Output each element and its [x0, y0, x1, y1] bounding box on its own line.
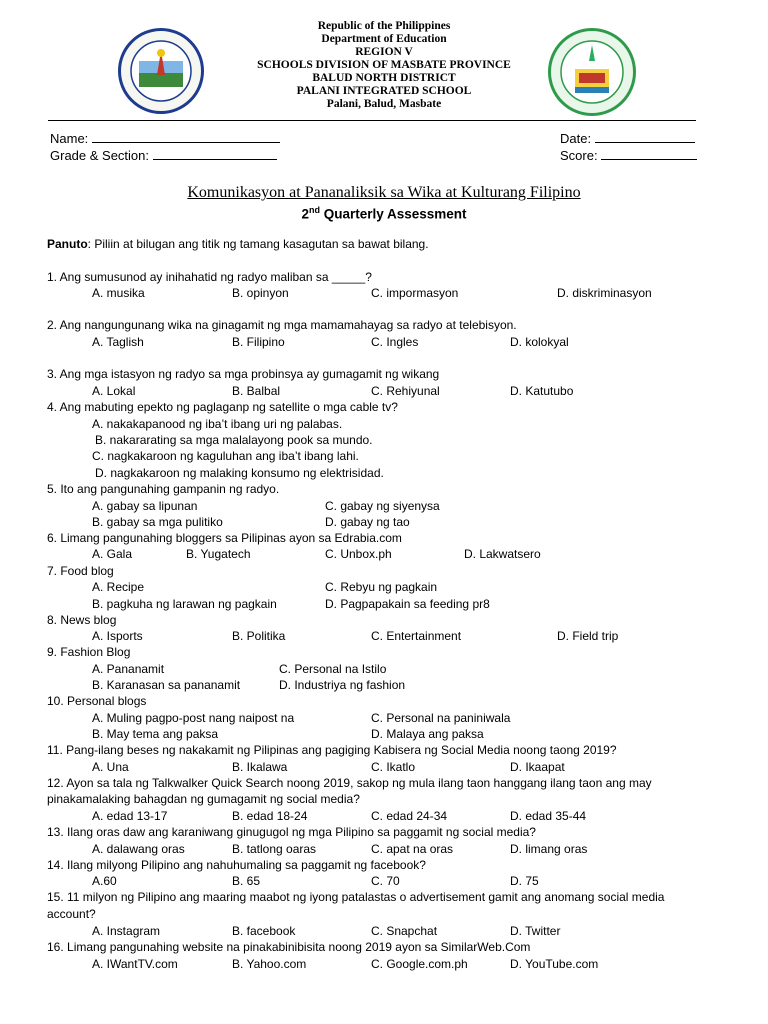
- question-7: 7. Food blog: [47, 564, 114, 578]
- question-16: 16. Limang pangunahing website na pinakabinibisita noong 2019 ayon sa SimilarWeb.Com: [47, 940, 531, 954]
- question-14: 14. Ilang milyong Pilipino ang nahuhumaling sa paggamit ng facebook?: [47, 858, 426, 872]
- q14-option-a[interactable]: A.60: [92, 874, 117, 888]
- q4-option-d[interactable]: D. nagkakaroon ng malaking konsumo ng elektrisidad.: [95, 466, 384, 480]
- q1-option-a[interactable]: A. musika: [92, 286, 145, 300]
- q6-option-d[interactable]: D. Lakwatsero: [464, 547, 541, 561]
- question-6: 6. Limang pangunahing bloggers sa Pilipinas ayon sa Edrabia.com: [47, 531, 402, 545]
- palani-school-seal-icon: [548, 28, 636, 116]
- header-line: SCHOOLS DIVISION OF MASBATE PROVINCE: [257, 59, 511, 71]
- header-line: Department of Education: [321, 33, 447, 45]
- q13-option-b[interactable]: B. tatlong oaras: [232, 842, 317, 856]
- q7-option-d[interactable]: D. Pagpapakain sa feeding pr8: [325, 597, 490, 611]
- q12-option-d[interactable]: D. edad 35-44: [510, 809, 587, 823]
- date-field[interactable]: Date:: [560, 130, 695, 146]
- header-divider: [48, 120, 696, 121]
- q2-option-a[interactable]: A. Taglish: [92, 335, 144, 349]
- q5-option-d[interactable]: D. gabay ng tao: [325, 515, 410, 529]
- q5-option-a[interactable]: A. gabay sa lipunan: [92, 499, 198, 513]
- q16-option-d[interactable]: D. YouTube.com: [510, 957, 599, 971]
- q15-option-c[interactable]: C. Snapchat: [371, 924, 438, 938]
- q3-option-b[interactable]: B. Balbal: [232, 384, 281, 398]
- q11-option-d[interactable]: D. Ikaapat: [510, 760, 565, 774]
- q8-option-a[interactable]: A. Isports: [92, 629, 143, 643]
- q10-option-c[interactable]: C. Personal na paniniwala: [371, 711, 511, 725]
- question-1: 1. Ang sumusunod ay inihahatid ng radyo maliban sa _____?: [47, 270, 372, 284]
- q2-option-c[interactable]: C. Ingles: [371, 335, 419, 349]
- question-4: 4. Ang mabuting epekto ng paglaganp ng satellite o mga cable tv?: [47, 400, 398, 414]
- q5-option-b[interactable]: B. gabay sa mga pulitiko: [92, 515, 223, 529]
- q7-option-b[interactable]: B. pagkuha ng larawan ng pagkain: [92, 597, 277, 611]
- q14-option-d[interactable]: D. 75: [510, 874, 539, 888]
- date-line[interactable]: [595, 130, 695, 143]
- q6-option-c[interactable]: C. Unbox.ph: [325, 547, 392, 561]
- q1-option-b[interactable]: B. opinyon: [232, 286, 289, 300]
- q8-option-c[interactable]: C. Entertainment: [371, 629, 462, 643]
- q6-option-b[interactable]: B. Yugatech: [186, 547, 251, 561]
- name-field[interactable]: Name:: [50, 130, 280, 146]
- q14-option-c[interactable]: C. 70: [371, 874, 400, 888]
- subject-title: Komunikasyon at Pananaliksik sa Wika at Kulturang Filipino: [187, 184, 581, 201]
- q14-option-b[interactable]: B. 65: [232, 874, 261, 888]
- question-12-cont: pinakamalaking bahagdan ng gumagamit ng social media?: [47, 792, 360, 806]
- question-5: 5. Ito ang pangunahing gampanin ng radyo.: [47, 482, 280, 496]
- q16-option-c[interactable]: C. Google.com.ph: [371, 957, 468, 971]
- q3-option-c[interactable]: C. Rehiyunal: [371, 384, 440, 398]
- q13-option-c[interactable]: C. apat na oras: [371, 842, 454, 856]
- q9-option-c[interactable]: C. Personal na Istilo: [279, 662, 387, 676]
- q11-option-c[interactable]: C. Ikatlo: [371, 760, 416, 774]
- q8-option-b[interactable]: B. Politika: [232, 629, 286, 643]
- q16-option-a[interactable]: A. IWantTV.com: [92, 957, 178, 971]
- q4-option-a[interactable]: A. nakakapanood ng iba’t ibang uri ng palabas.: [92, 417, 343, 431]
- q7-option-a[interactable]: A. Recipe: [92, 580, 145, 594]
- directions: Panuto: Piliin at bilugan ang titik ng tamang kasagutan sa bawat bilang.: [47, 237, 429, 251]
- q7-option-c[interactable]: C. Rebyu ng pagkain: [325, 580, 438, 594]
- q6-option-a[interactable]: A. Gala: [92, 547, 133, 561]
- q8-option-d[interactable]: D. Field trip: [557, 629, 619, 643]
- q15-option-b[interactable]: B. facebook: [232, 924, 296, 938]
- q10-option-d[interactable]: D. Malaya ang paksa: [371, 727, 484, 741]
- q11-option-a[interactable]: A. Una: [92, 760, 129, 774]
- q15-option-d[interactable]: D. Twitter: [510, 924, 561, 938]
- q3-option-a[interactable]: A. Lokal: [92, 384, 136, 398]
- q4-option-c[interactable]: C. nagkakaroon ng kaguluhan ang iba’t ibang lahi.: [92, 449, 359, 463]
- header-line: PALANI INTEGRATED SCHOOL: [296, 85, 472, 97]
- q4-option-b[interactable]: B. nakararating sa mga malalayong pook sa mundo.: [95, 433, 373, 447]
- header-line: Republic of the Philippines: [317, 20, 451, 32]
- question-2: 2. Ang nangungunang wika na ginagamit ng mga mamamahayag sa radyo at telebisyon.: [47, 318, 517, 332]
- question-11: 11. Pang-ilang beses ng nakakamit ng Pilipinas ang pagiging Kabisera ng Social Media noong taong 2019?: [47, 743, 617, 757]
- question-15-cont: account?: [47, 907, 96, 921]
- q15-option-a[interactable]: A. Instagram: [92, 924, 161, 938]
- q10-option-a[interactable]: A. Muling pagpo-post nang naipost na: [92, 711, 295, 725]
- school-header: [0, 20, 768, 111]
- q12-option-a[interactable]: A. edad 13-17: [92, 809, 168, 823]
- question-15: 15. 11 milyon ng Pilipino ang maaring maabot ng iyong patalastas o advertisement gamit ang anomang social media: [47, 890, 665, 904]
- q5-option-c[interactable]: C. gabay ng siyenysa: [325, 499, 440, 513]
- q12-option-b[interactable]: B. edad 18-24: [232, 809, 308, 823]
- question-8: 8. News blog: [47, 613, 117, 627]
- q1-option-d[interactable]: D. diskriminasyon: [557, 286, 652, 300]
- score-field[interactable]: Score:: [560, 147, 697, 163]
- q10-option-b[interactable]: B. May tema ang paksa: [92, 727, 219, 741]
- grade-section-line[interactable]: [153, 147, 277, 160]
- q2-option-d[interactable]: D. kolokyal: [510, 335, 569, 349]
- q9-option-d[interactable]: D. Industriya ng fashion: [279, 678, 406, 692]
- header-line: BALUD NORTH DISTRICT: [312, 72, 456, 84]
- question-10: 10. Personal blogs: [47, 694, 147, 708]
- header-line: REGION V: [355, 46, 413, 58]
- q16-option-b[interactable]: B. Yahoo.com: [232, 957, 307, 971]
- grade-section-field[interactable]: Grade & Section:: [50, 147, 277, 163]
- question-9: 9. Fashion Blog: [47, 645, 131, 659]
- question-3: 3. Ang mga istasyon ng radyo sa mga probinsya ay gumagamit ng wikang: [47, 367, 440, 381]
- name-line[interactable]: [92, 130, 280, 143]
- assessment-title: 2nd Quarterly Assessment: [301, 205, 467, 222]
- score-line[interactable]: [601, 147, 697, 160]
- deped-division-seal-icon: [118, 28, 204, 114]
- q12-option-c[interactable]: C. edad 24-34: [371, 809, 448, 823]
- q11-option-b[interactable]: B. Ikalawa: [232, 760, 288, 774]
- q9-option-b[interactable]: B. Karanasan sa pananamit: [92, 678, 241, 692]
- question-12: 12. Ayon sa tala ng Talkwalker Quick Search noong 2019, sakop ng mula ilang taon hanggang ilang taon ang may: [47, 776, 652, 790]
- header-line: Palani, Balud, Masbate: [326, 98, 442, 110]
- q3-option-d[interactable]: D. Katutubo: [510, 384, 574, 398]
- q13-option-a[interactable]: A. dalawang oras: [92, 842, 185, 856]
- q9-option-a[interactable]: A. Pananamit: [92, 662, 165, 676]
- q2-option-b[interactable]: B. Filipino: [232, 335, 285, 349]
- q1-option-c[interactable]: C. impormasyon: [371, 286, 459, 300]
- question-13: 13. Ilang oras daw ang karaniwang ginugugol ng mga Pilipino sa paggamit ng social media?: [47, 825, 536, 839]
- q13-option-d[interactable]: D. limang oras: [510, 842, 588, 856]
